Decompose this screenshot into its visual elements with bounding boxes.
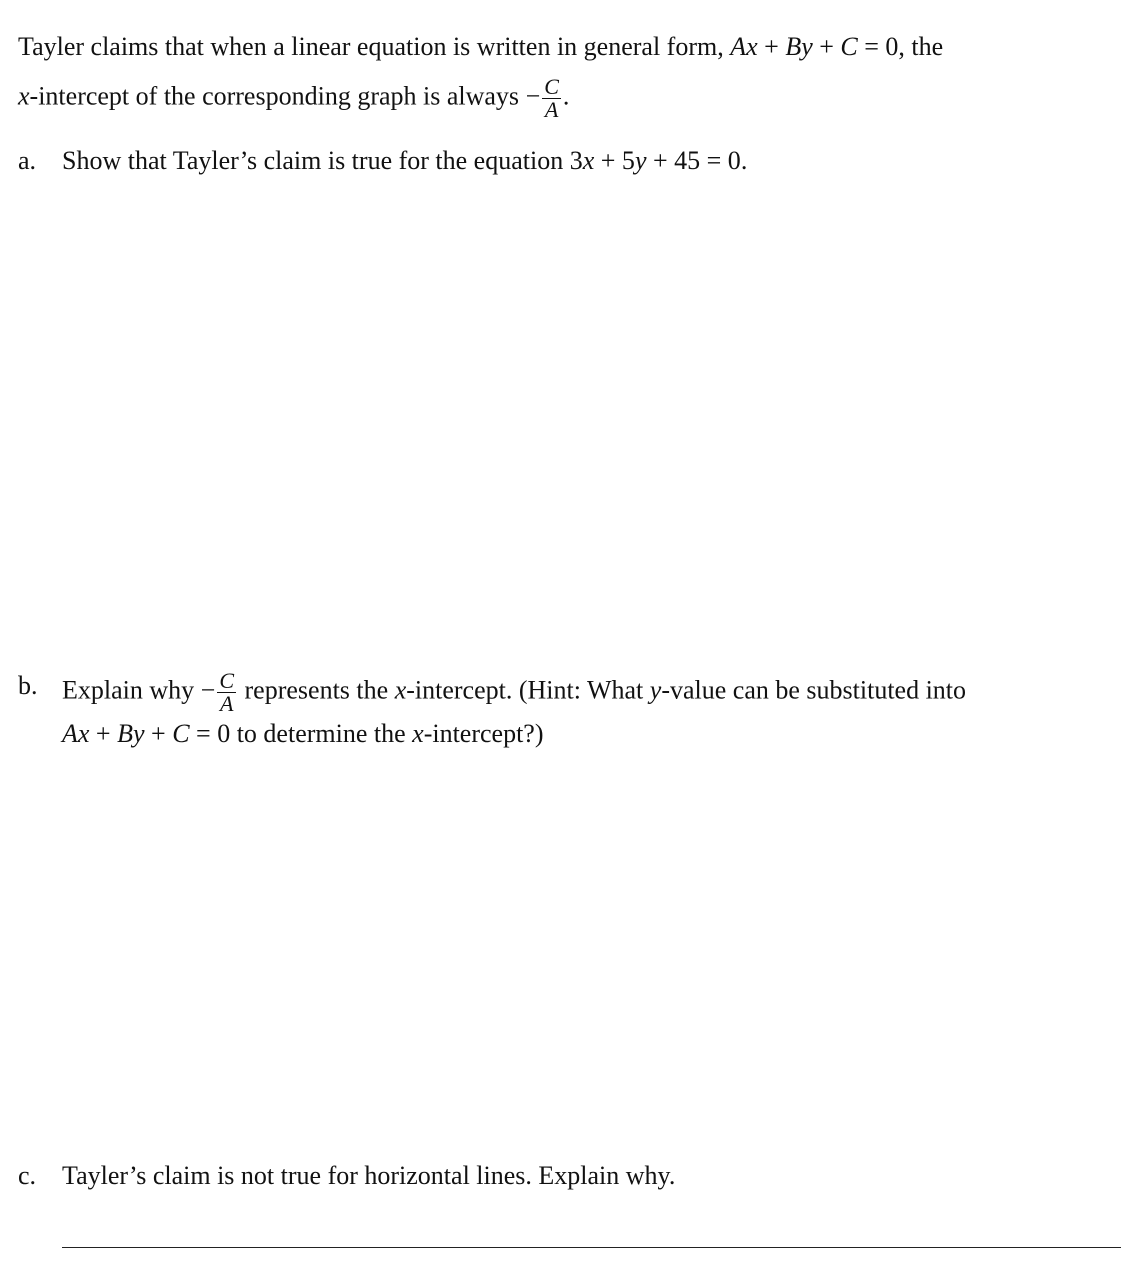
intro-line-1 (18, 31, 943, 63)
part-c-label: c. (18, 1161, 37, 1190)
equation-coefficient: 3 (569, 146, 583, 175)
equation-ax: Ax (730, 32, 758, 61)
fraction-denominator: A (544, 97, 559, 122)
fraction-c-over-a (217, 670, 236, 715)
variable-x: x (582, 146, 595, 175)
equation-term: + 5 (594, 146, 635, 175)
fraction-numerator: C (544, 74, 559, 99)
fraction-c-over-a (542, 76, 561, 121)
part-b-label: b. (18, 671, 38, 700)
part-c-question: Tayler’s claim is not true for horizontal lines. Explain why. (62, 1161, 676, 1190)
answer-line (62, 1247, 1121, 1248)
minus-sign: − (525, 81, 541, 111)
variable-y: y (634, 146, 647, 175)
equation-c: C (840, 32, 858, 61)
intro-text: -intercept of the corresponding graph is always (29, 81, 526, 111)
equation-plus: + (144, 719, 173, 748)
equation-ax: Ax (62, 719, 90, 748)
equation-plus: + (757, 32, 786, 61)
part-b-text: Explain why (62, 675, 201, 705)
equation-equals-zero: = 0 (189, 719, 231, 748)
equation-by: By (117, 719, 145, 748)
period: . (562, 81, 570, 111)
equation-plus: + (812, 32, 841, 61)
part-b-text: represents the (238, 675, 395, 705)
intro-text-tail: , the (898, 32, 944, 61)
fraction-denominator: A (219, 691, 234, 716)
equation-rest: + 45 = 0 (646, 146, 741, 175)
variable-y: y (649, 675, 662, 705)
variable-x: x (412, 719, 424, 748)
equation-plus: + (89, 719, 118, 748)
period: . (740, 146, 748, 175)
variable-x: x (394, 675, 407, 705)
part-b-text: to determine the (230, 719, 413, 748)
minus-sign: − (200, 675, 216, 705)
part-b-text: -value can be substituted into (661, 675, 967, 705)
part-b-question-line-1 (62, 670, 966, 715)
part-a-question (62, 145, 747, 177)
part-b-text: -intercept. (Hint: What (406, 675, 650, 705)
part-b-text: -intercept?) (423, 719, 544, 748)
part-a-label: a. (18, 146, 37, 175)
part-a-text: Show that Tayler’s claim is true for the equation (62, 146, 570, 175)
equation-by: By (785, 32, 813, 61)
variable-x: x (18, 81, 30, 111)
part-b-question-line-2 (62, 718, 544, 750)
intro-text: Tayler claims that when a linear equation is written in general form, (18, 32, 731, 61)
equation-equals-zero: = 0 (857, 32, 899, 61)
intro-line-2 (18, 76, 569, 121)
fraction-numerator: C (219, 668, 235, 693)
equation-c: C (172, 719, 190, 748)
